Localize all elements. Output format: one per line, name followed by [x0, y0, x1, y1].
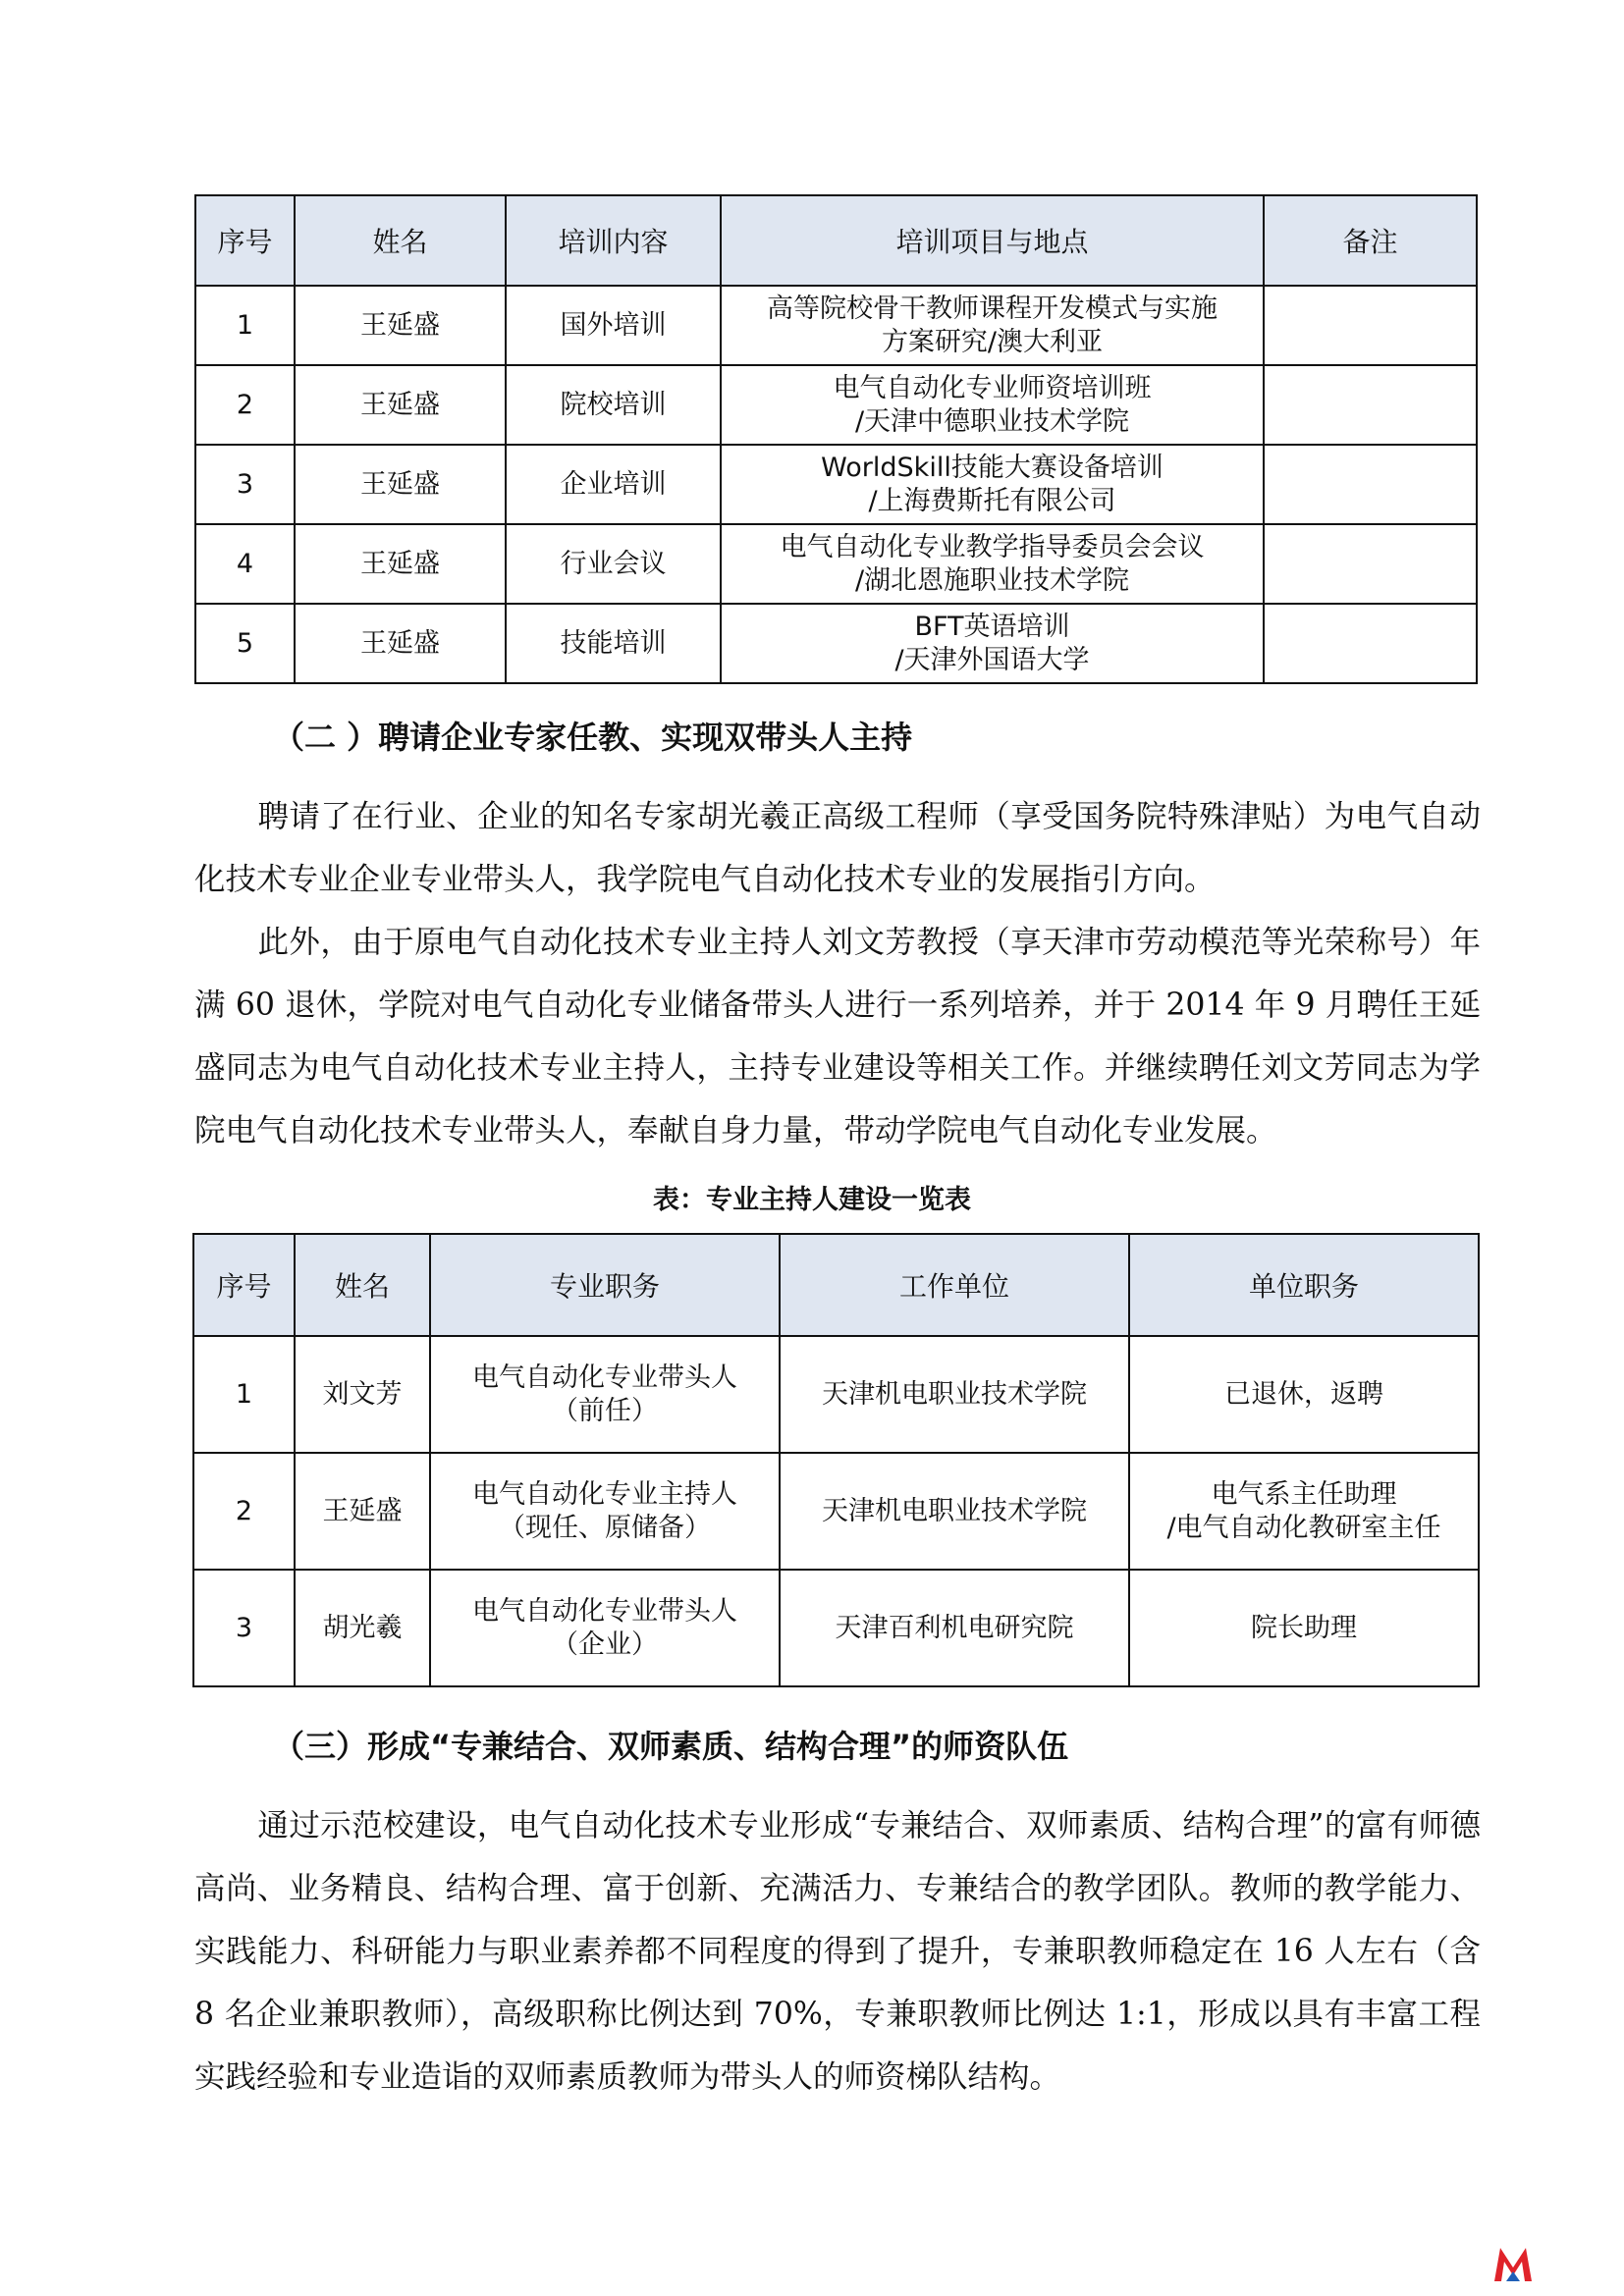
paragraph	[194, 785, 1481, 911]
person-name: 王延盛	[295, 286, 506, 365]
remark-cell	[1264, 604, 1477, 683]
training-project	[721, 365, 1264, 445]
work-unit: 天津百利机电研究院	[780, 1570, 1129, 1686]
person-name: 王延盛	[295, 365, 506, 445]
project-line: 电气自动化专业师资培训班	[833, 372, 1152, 403]
professional-duty	[430, 1453, 780, 1570]
paragraph-text: 此外，由于原电气自动化技术专业主持人刘文芳教授（享天津市劳动模范等光荣称号）年满 60 退休，学院对电气自动化专业储备带头人进行一系列培养，并于 2014 年 9 月聘任王延盛同志为电气自动化技术专业主持人，主持专业建设等相关工作。并继续聘任刘文芳同志为学院电气自动化技术专业带头人，奉献自身力量，带动学院电气自动化专业发展。	[194, 925, 1481, 1148]
table-row	[193, 1453, 1479, 1570]
position-line: /电气自动化教研室主任	[1166, 1512, 1441, 1543]
position-line: 已退休，返聘	[1224, 1378, 1383, 1410]
paragraph	[194, 911, 1481, 1162]
person-name: 胡光羲	[295, 1570, 430, 1686]
header-cell: 培训内容	[506, 195, 721, 286]
paragraph	[194, 1794, 1481, 2109]
row-number: 4	[195, 524, 295, 604]
person-name: 王延盛	[295, 604, 506, 683]
table-row	[195, 524, 1477, 604]
row-number: 1	[195, 286, 295, 365]
row-number: 3	[195, 445, 295, 524]
header-cell: 姓名	[295, 1234, 430, 1336]
person-name: 王延盛	[295, 445, 506, 524]
project-line: 高等院校骨干教师课程开发模式与实施	[767, 293, 1218, 324]
table-row	[193, 1570, 1479, 1686]
training-content: 企业培训	[506, 445, 721, 524]
paragraph-text: 聘请了在行业、企业的知名专家胡光羲正高级工程师（享受国务院特殊津贴）为电气自动化技术专业企业专业带头人，我学院电气自动化技术专业的发展指引方向。	[194, 799, 1481, 897]
unit-position	[1129, 1570, 1479, 1686]
section-heading: （二 ）聘请企业专家任教、实现双带头人主持	[273, 719, 913, 756]
m-logo-icon	[1492, 2244, 1534, 2283]
paragraph-text: 通过示范校建设，电气自动化技术专业形成“专兼结合、双师素质、结构合理”的富有师德高尚、业务精良、结构合理、富于创新、充满活力、专兼结合的教学团队。教师的教学能力、实践能力、科研能力与职业素养都不同程度的得到了提升，专兼职教师稳定在 16 人左右（含 8 名企业兼职教师），高级职称比例达到 70%，专兼职教师比例达 1:1，形成以具有丰富工程实践经验和专业造诣的双师素质教师为带头人的师资梯队结构。	[194, 1808, 1481, 2095]
table-row	[195, 445, 1477, 524]
header-cell: 培训项目与地点	[721, 195, 1264, 286]
row-number: 2	[193, 1453, 295, 1570]
work-unit: 天津机电职业技术学院	[780, 1453, 1129, 1570]
training-project	[721, 286, 1264, 365]
header-cell: 备注	[1264, 195, 1477, 286]
table-header-row	[193, 1234, 1479, 1336]
person-name: 刘文芳	[295, 1336, 430, 1453]
duty-line: （企业）	[552, 1629, 658, 1660]
table-row	[195, 286, 1477, 365]
header-cell: 单位职务	[1129, 1234, 1479, 1336]
section-heading: （三）形成“专兼结合、双师素质、结构合理”的师资队伍	[273, 1728, 1069, 1765]
professional-duty	[430, 1570, 780, 1686]
remark-cell	[1264, 524, 1477, 604]
project-line: BFT英语培训	[914, 611, 1070, 642]
training-content: 国外培训	[506, 286, 721, 365]
project-line: /天津中德职业技术学院	[854, 405, 1130, 437]
duty-line: 电气自动化专业带头人	[472, 1362, 737, 1393]
project-line: WorldSkill技能大赛设备培训	[821, 452, 1164, 483]
project-line: /湖北恩施职业技术学院	[854, 564, 1130, 596]
duty-line: （现任、原储备）	[499, 1512, 711, 1543]
leader-table	[192, 1233, 1480, 1687]
row-number: 2	[195, 365, 295, 445]
header-cell: 姓名	[295, 195, 506, 286]
training-content: 行业会议	[506, 524, 721, 604]
work-unit: 天津机电职业技术学院	[780, 1336, 1129, 1453]
position-line: 电气系主任助理	[1211, 1478, 1397, 1510]
project-line: 电气自动化专业教学指导委员会会议	[780, 531, 1205, 562]
training-project	[721, 604, 1264, 683]
unit-position	[1129, 1336, 1479, 1453]
header-cell: 序号	[195, 195, 295, 286]
table-row	[193, 1336, 1479, 1453]
header-cell: 专业职务	[430, 1234, 780, 1336]
project-line: /天津外国语大学	[894, 644, 1090, 675]
table-caption: 表：专业主持人建设一览表	[653, 1185, 971, 1215]
header-cell: 序号	[193, 1234, 295, 1336]
person-name: 王延盛	[295, 1453, 430, 1570]
position-line: 院长助理	[1251, 1612, 1357, 1643]
row-number: 5	[195, 604, 295, 683]
duty-line: 电气自动化专业主持人	[472, 1478, 737, 1510]
project-line: 方案研究/澳大利亚	[881, 326, 1104, 357]
remark-cell	[1264, 286, 1477, 365]
table-row	[195, 604, 1477, 683]
person-name: 王延盛	[295, 524, 506, 604]
training-content: 院校培训	[506, 365, 721, 445]
remark-cell	[1264, 445, 1477, 524]
row-number: 3	[193, 1570, 295, 1686]
project-line: /上海费斯托有限公司	[868, 485, 1116, 516]
unit-position	[1129, 1453, 1479, 1570]
professional-duty	[430, 1336, 780, 1453]
remark-cell	[1264, 365, 1477, 445]
row-number: 1	[193, 1336, 295, 1453]
training-content: 技能培训	[506, 604, 721, 683]
training-table	[194, 194, 1478, 684]
table-row	[195, 365, 1477, 445]
training-project	[721, 445, 1264, 524]
duty-line: （前任）	[552, 1395, 658, 1426]
duty-line: 电气自动化专业带头人	[472, 1595, 737, 1627]
training-project	[721, 524, 1264, 604]
table-header-row	[195, 195, 1477, 286]
header-cell: 工作单位	[780, 1234, 1129, 1336]
